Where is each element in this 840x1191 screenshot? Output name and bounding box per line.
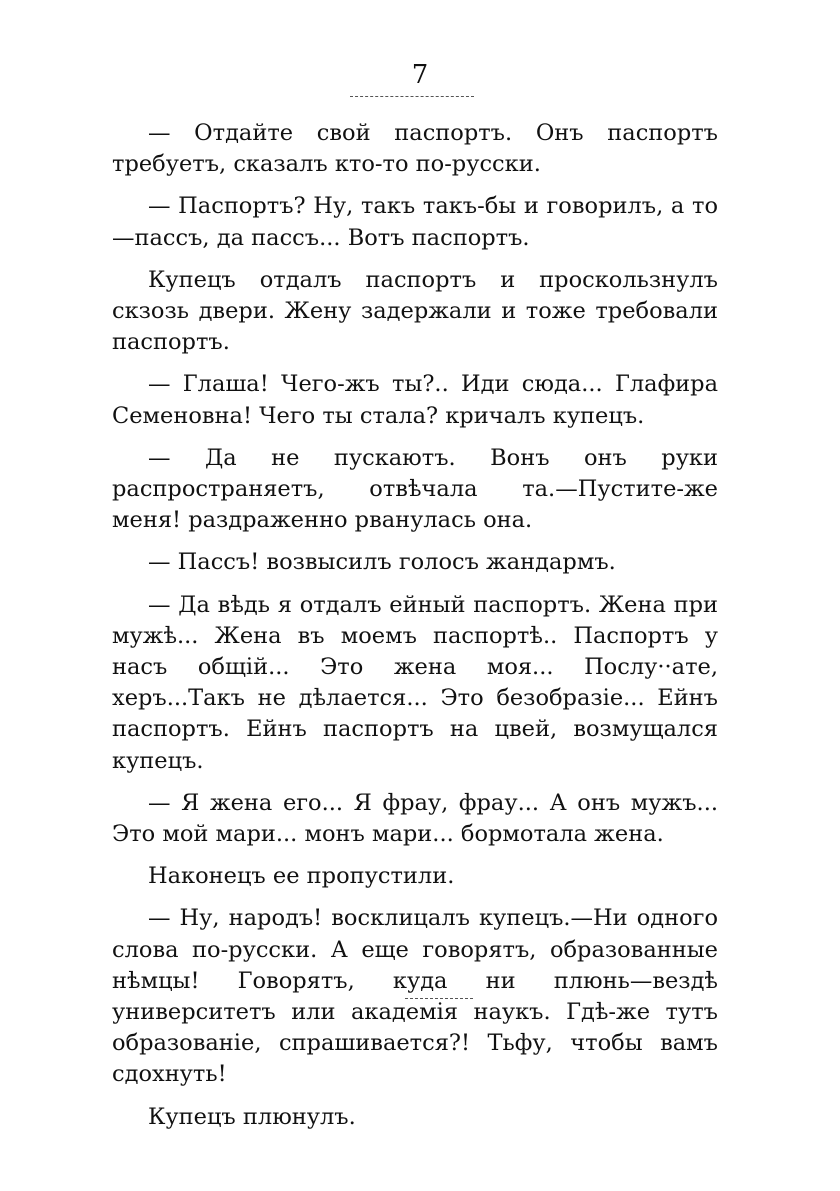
paragraph: Купецъ плюнулъ. xyxy=(148,1103,356,1130)
paragraph: Купецъ отдалъ паспортъ и проскользнулъ скзозь двери. Жену задержали и тоже требовали паспортъ. xyxy=(112,266,718,356)
paragraph: — Отдайте свой паспортъ. Онъ паспортъ требуетъ, сказалъ кто-то по-русски. xyxy=(112,120,718,178)
paragraph: — Пассъ! возвысилъ голосъ жандармъ. xyxy=(148,549,616,576)
paragraph: — Да вѣдь я отдалъ ейный паспортъ. Жена при мужѣ... Жена въ моемъ паспортѣ.. Паспортъ у насъ общій... Это жена моя... Послу··ате, херъ...Такъ не дѣлается... Это безобразіе... Ейнъ паспортъ. Ейнъ паспортъ на цвей, возмущался купецъ. xyxy=(112,591,718,774)
paragraph: — Я жена его... Я фрау, фрау... А онъ мужъ... Это мой мари... монъ мари... бормотала жена. xyxy=(112,789,718,848)
paragraph: — Глаша! Чего-жъ ты?.. Иди сюда... Глафира Семеновна! Чего ты стала? кричалъ купецъ. xyxy=(112,371,718,429)
page-body xyxy=(112,118,718,1133)
page-number: 7 xyxy=(411,60,429,90)
paragraph: — Да не пускаютъ. Вонъ онъ руки распространяетъ, отвѣчала та.—Пустите-же меня! раздраженно рванулась она. xyxy=(112,444,718,534)
paragraph: Наконецъ ее пропустили. xyxy=(148,863,455,890)
footer-rule xyxy=(405,998,473,999)
paragraph: — Ну, народъ! восклицалъ купецъ.—Ни одного слова по-русски. А еще говорятъ, образованные нѣмцы! Говорятъ, куда ни плюнь—вездѣ университетъ или академія наукъ. Гдѣ-же тутъ образованіе, спрашивается?! Тьфу, чтобы вамъ сдохнуть! xyxy=(112,905,718,1088)
paragraph: — Паспортъ? Ну, такъ такъ-бы и говорилъ, а то—пассъ, да пассъ... Вотъ паспортъ. xyxy=(112,193,718,251)
header-rule xyxy=(350,96,474,97)
